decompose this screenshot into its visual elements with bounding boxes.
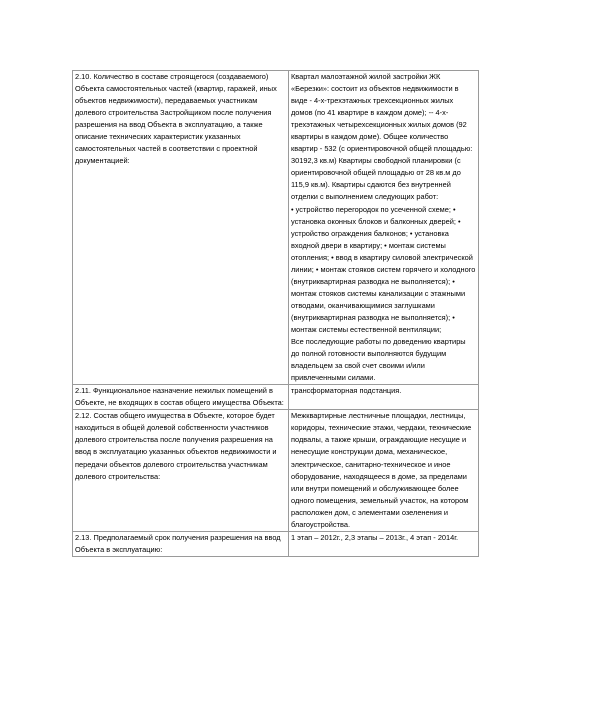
- table-row: [73, 531, 479, 556]
- row-value: трансформаторная подстанция.: [289, 385, 479, 410]
- table-row: [73, 71, 479, 385]
- row-value: Квартал малоэтажной жилой застройки ЖК «Березки»: состоит из объектов недвижимости в виде - 4-х-трехэтажных трехсекционных жилых домов (по 41 квартире в каждом доме); -- 4-х-трехэтажных четырехсекционных жилых домов (92 квартиры в каждом доме). Общее количество квартир - 532 (с ориентировочной общей площадью: 30192,3 кв.м) Квартиры свободной планировки (с ориентировочной общей площадью от 28 кв.м до 115,9 кв.м). Квартиры сдаются без внутренней отделки с выполнением следующих работ: • устройство перегородок по усеченной схеме; • установка оконных блоков и балконных дверей; • устройство ограждения балконов; • установка входной двери в квартиру; • монтаж системы отопления; • ввод в квартиру силовой электрической линии; • монтаж стояков систем горячего и холодного (внутриквартирная разводка не выполняется); • монтаж стояков системы канализации с этажными отводами, оканчивающимися заглушками (внутриквартирная разводка не выполняется); • монтаж системы естественной вентиляции; Все последующие работы по доведению квартиры до полной готовности выполняются будущим владельцем за свой счет своими и/или привлеченными силами.: [289, 71, 479, 385]
- table-row: [73, 410, 479, 531]
- table-row: [73, 385, 479, 410]
- document-table: [72, 70, 479, 557]
- row-value: Межквартирные лестничные площадки, лестницы, коридоры, технические этажи, чердаки, технические подвалы, а также крыши, ограждающие несущие и ненесущие конструкции дома, механическое, электрическое, санитарно-техническое и иное оборудование, находящееся в доме, за пределами или внутри помещений и обслуживающее более одного помещения, земельный участок, на котором расположен дом, с элементами озеленения и благоустройства.: [289, 410, 479, 531]
- row-label: 2.13. Предполагаемый срок получения разрешения на ввод Объекта в эксплуатацию:: [73, 531, 289, 556]
- row-label: 2.10. Количество в составе строящегося (создаваемого) Объекта самостоятельных частей (квартир, гаражей, иных объектов недвижимости), передаваемых участникам долевого строительства Застройщиком после получения разрешения на ввод Объекта в эксплуатацию, а также описание технических характеристик указанных самостоятельных частей в соответствии с проектной документацией:: [73, 71, 289, 385]
- row-label: 2.12. Состав общего имущества в Объекте, которое будет находиться в общей долевой собственности участников долевого строительства после получения разрешения на ввод в эксплуатацию указанных объектов недвижимости и передачи объектов долевого строительства участникам долевого строительства:: [73, 410, 289, 531]
- row-label: 2.11. Функциональное назначение нежилых помещений в Объекте, не входящих в состав общего имущества Объекта:: [73, 385, 289, 410]
- row-value: 1 этап – 2012г., 2,3 этапы – 2013г., 4 этап - 2014г.: [289, 531, 479, 556]
